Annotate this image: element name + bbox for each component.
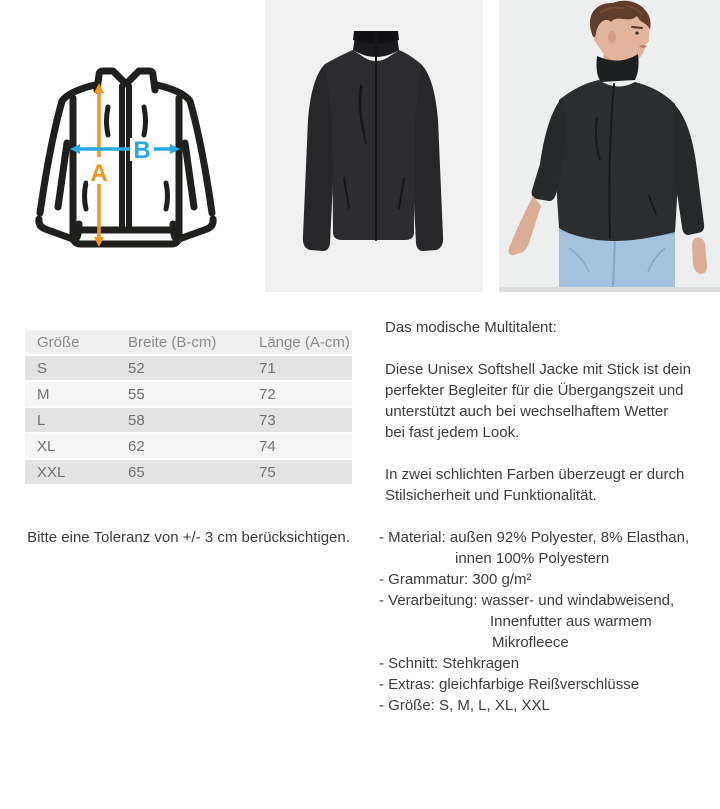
cell-groesse: M [37, 385, 50, 403]
model-photo-image[interactable] [499, 0, 720, 292]
jacket-outline [39, 71, 213, 244]
cell-laenge: 75 [259, 463, 276, 481]
model-wearing-jacket [499, 0, 720, 292]
softshell-jacket-front [265, 0, 483, 292]
jacket-measure-diagram [0, 0, 262, 292]
cell-laenge: 73 [259, 411, 276, 429]
description-line: Diese Unisex Softshell Jacke mit Stick ist dein [385, 361, 691, 378]
cell-breite: 55 [128, 385, 145, 403]
detail-line: innen 100% Polyestern [455, 550, 610, 567]
cell-breite: 65 [128, 463, 145, 481]
table-row [25, 356, 352, 380]
table-row [25, 434, 352, 458]
description-line: bei fast jedem Look. [385, 424, 520, 441]
label-a: A [90, 160, 108, 187]
size-table [25, 330, 352, 486]
label-b: B [133, 137, 151, 164]
cell-breite: 58 [128, 411, 145, 429]
cell-groesse: XXL [37, 463, 66, 481]
cell-groesse: L [37, 411, 46, 429]
detail-line: Innenfutter aus warmem [490, 613, 652, 630]
table-row [25, 382, 352, 406]
detail-line: - Verarbeitung: wasser- und windabweisend, [379, 592, 675, 609]
cell-laenge: 71 [259, 359, 276, 377]
detail-line: Mikrofleece [492, 634, 569, 651]
cell-laenge: 74 [259, 437, 276, 455]
table-row [25, 408, 352, 432]
product-description [379, 317, 720, 716]
description-heading: Das modische Multitalent: [385, 319, 557, 336]
col-breite: Breite (B-cm) [128, 333, 217, 351]
cell-breite: 62 [128, 437, 145, 455]
table-row [25, 460, 352, 484]
col-laenge: Länge (A-cm) [259, 333, 350, 351]
description-line: In zwei schlichten Farben überzeugt er durch [385, 466, 685, 483]
size-diagram-image[interactable] [0, 0, 262, 292]
cell-laenge: 72 [259, 385, 276, 403]
description-line: unterstützt auch bei wechselhaftem Wetter [385, 403, 669, 420]
product-front-image[interactable] [265, 0, 483, 292]
cell-breite: 52 [128, 359, 145, 377]
cell-groesse: XL [37, 437, 56, 455]
detail-line: - Material: außen 92% Polyester, 8% Elasthan, [379, 529, 690, 546]
cell-groesse: S [37, 359, 48, 377]
description-line: perfekter Begleiter für die Übergangszeit und [385, 382, 684, 399]
col-groesse: Größe [37, 333, 80, 351]
detail-line: - Schnitt: Stehkragen [379, 655, 520, 672]
tolerance-note: Bitte eine Toleranz von +/- 3 cm berücksichtigen. [27, 529, 350, 546]
size-table-header [25, 330, 352, 354]
description-line: Stilsicherheit und Funktionalität. [385, 487, 597, 504]
detail-line: - Grammatur: 300 g/m² [379, 571, 532, 588]
detail-line: - Extras: gleichfarbige Reißverschlüsse [379, 676, 640, 693]
detail-line: - Größe: S, M, L, XL, XXL [379, 697, 550, 714]
